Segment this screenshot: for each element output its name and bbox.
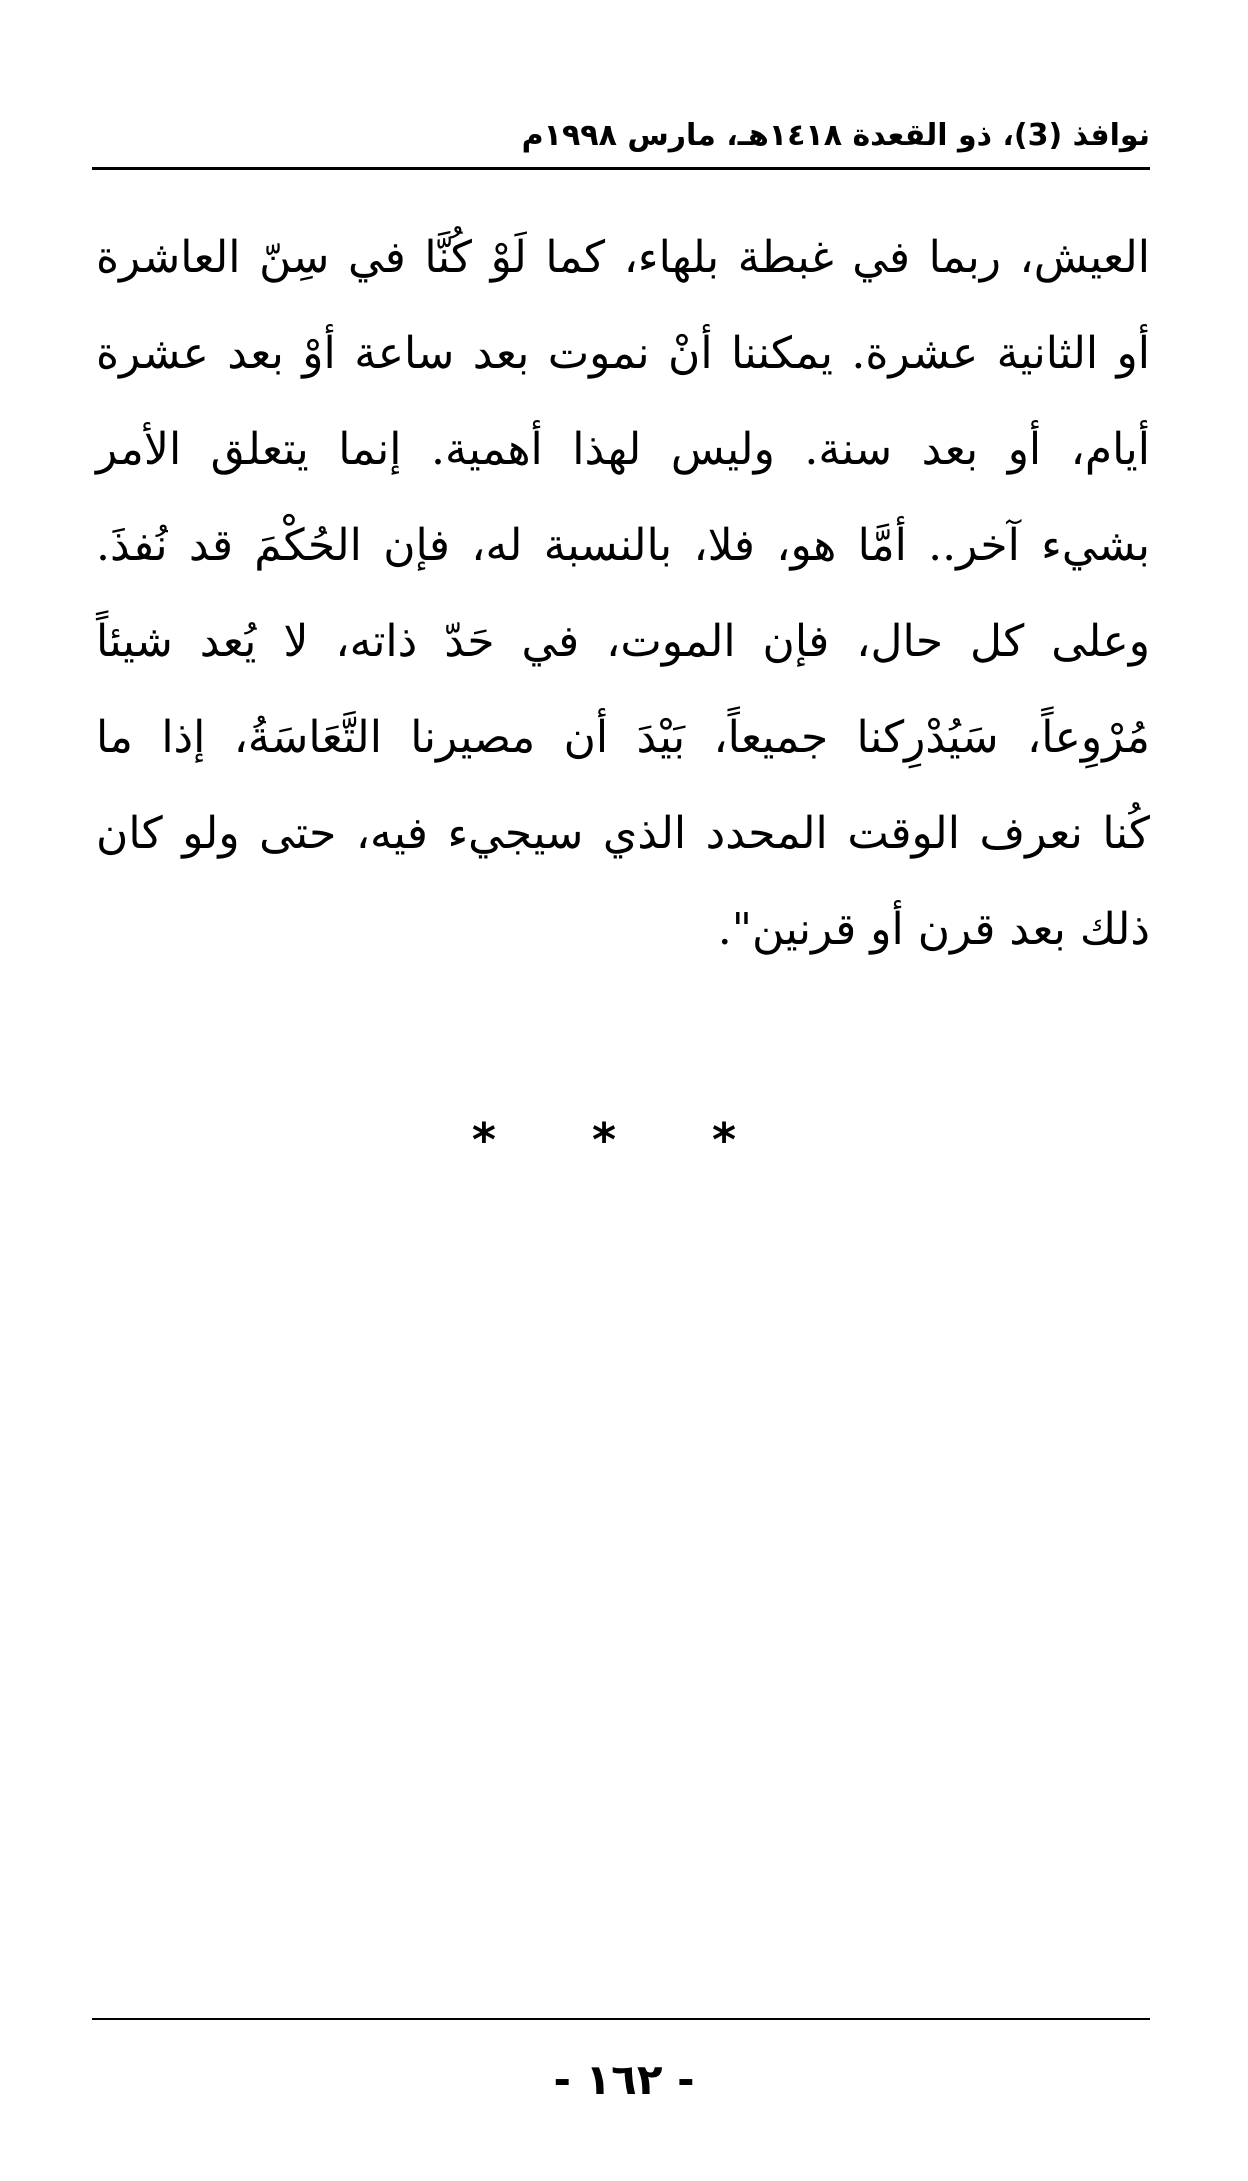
text-line-2: أو الثانية عشرة. يمكننا أنْ نموت بعد ساعة أوْ بعد عشرة: [96, 328, 1150, 379]
header-rule: [92, 167, 1150, 170]
text-line-3: أيام، أو بعد سنة. وليس لهذا أهمية. إنما يتعلق الأمر: [96, 424, 1150, 475]
footer-rule: [92, 2018, 1150, 2020]
text-line-4: بشيء آخر.. أمَّا هو، فلا، بالنسبة له، فإن الحُكْمَ قد نُفذَ.: [96, 520, 1150, 571]
text-line-1: العيش، ربما في غبطة بلهاء، كما لَوْ كُنَّا في سِنّ العاشرة: [96, 232, 1150, 283]
text-line-6: مُرْوِعاً، سَيُدْرِكنا جميعاً، بَيْدَ أن مصيرنا التَّعَاسَةُ، إذا ما: [96, 712, 1150, 763]
section-separator-stars: * * *: [471, 1113, 777, 1167]
text-line-7: كُنا نعرف الوقت المحدد الذي سيجيء فيه، حتى ولو كان: [96, 808, 1150, 859]
page-number: - ١٦٢ -: [553, 2055, 695, 2104]
body-text: [96, 210, 1150, 978]
text-line-8: ذلك بعد قرن أو قرنين".: [717, 904, 1150, 955]
running-header: نوافذ (3)، ذو القعدة ١٤١٨هـ، مارس ١٩٩٨م: [521, 118, 1150, 153]
text-line-5: وعلى كل حال، فإن الموت، في حَدّ ذاته، لا يُعد شيئاً: [96, 616, 1150, 667]
